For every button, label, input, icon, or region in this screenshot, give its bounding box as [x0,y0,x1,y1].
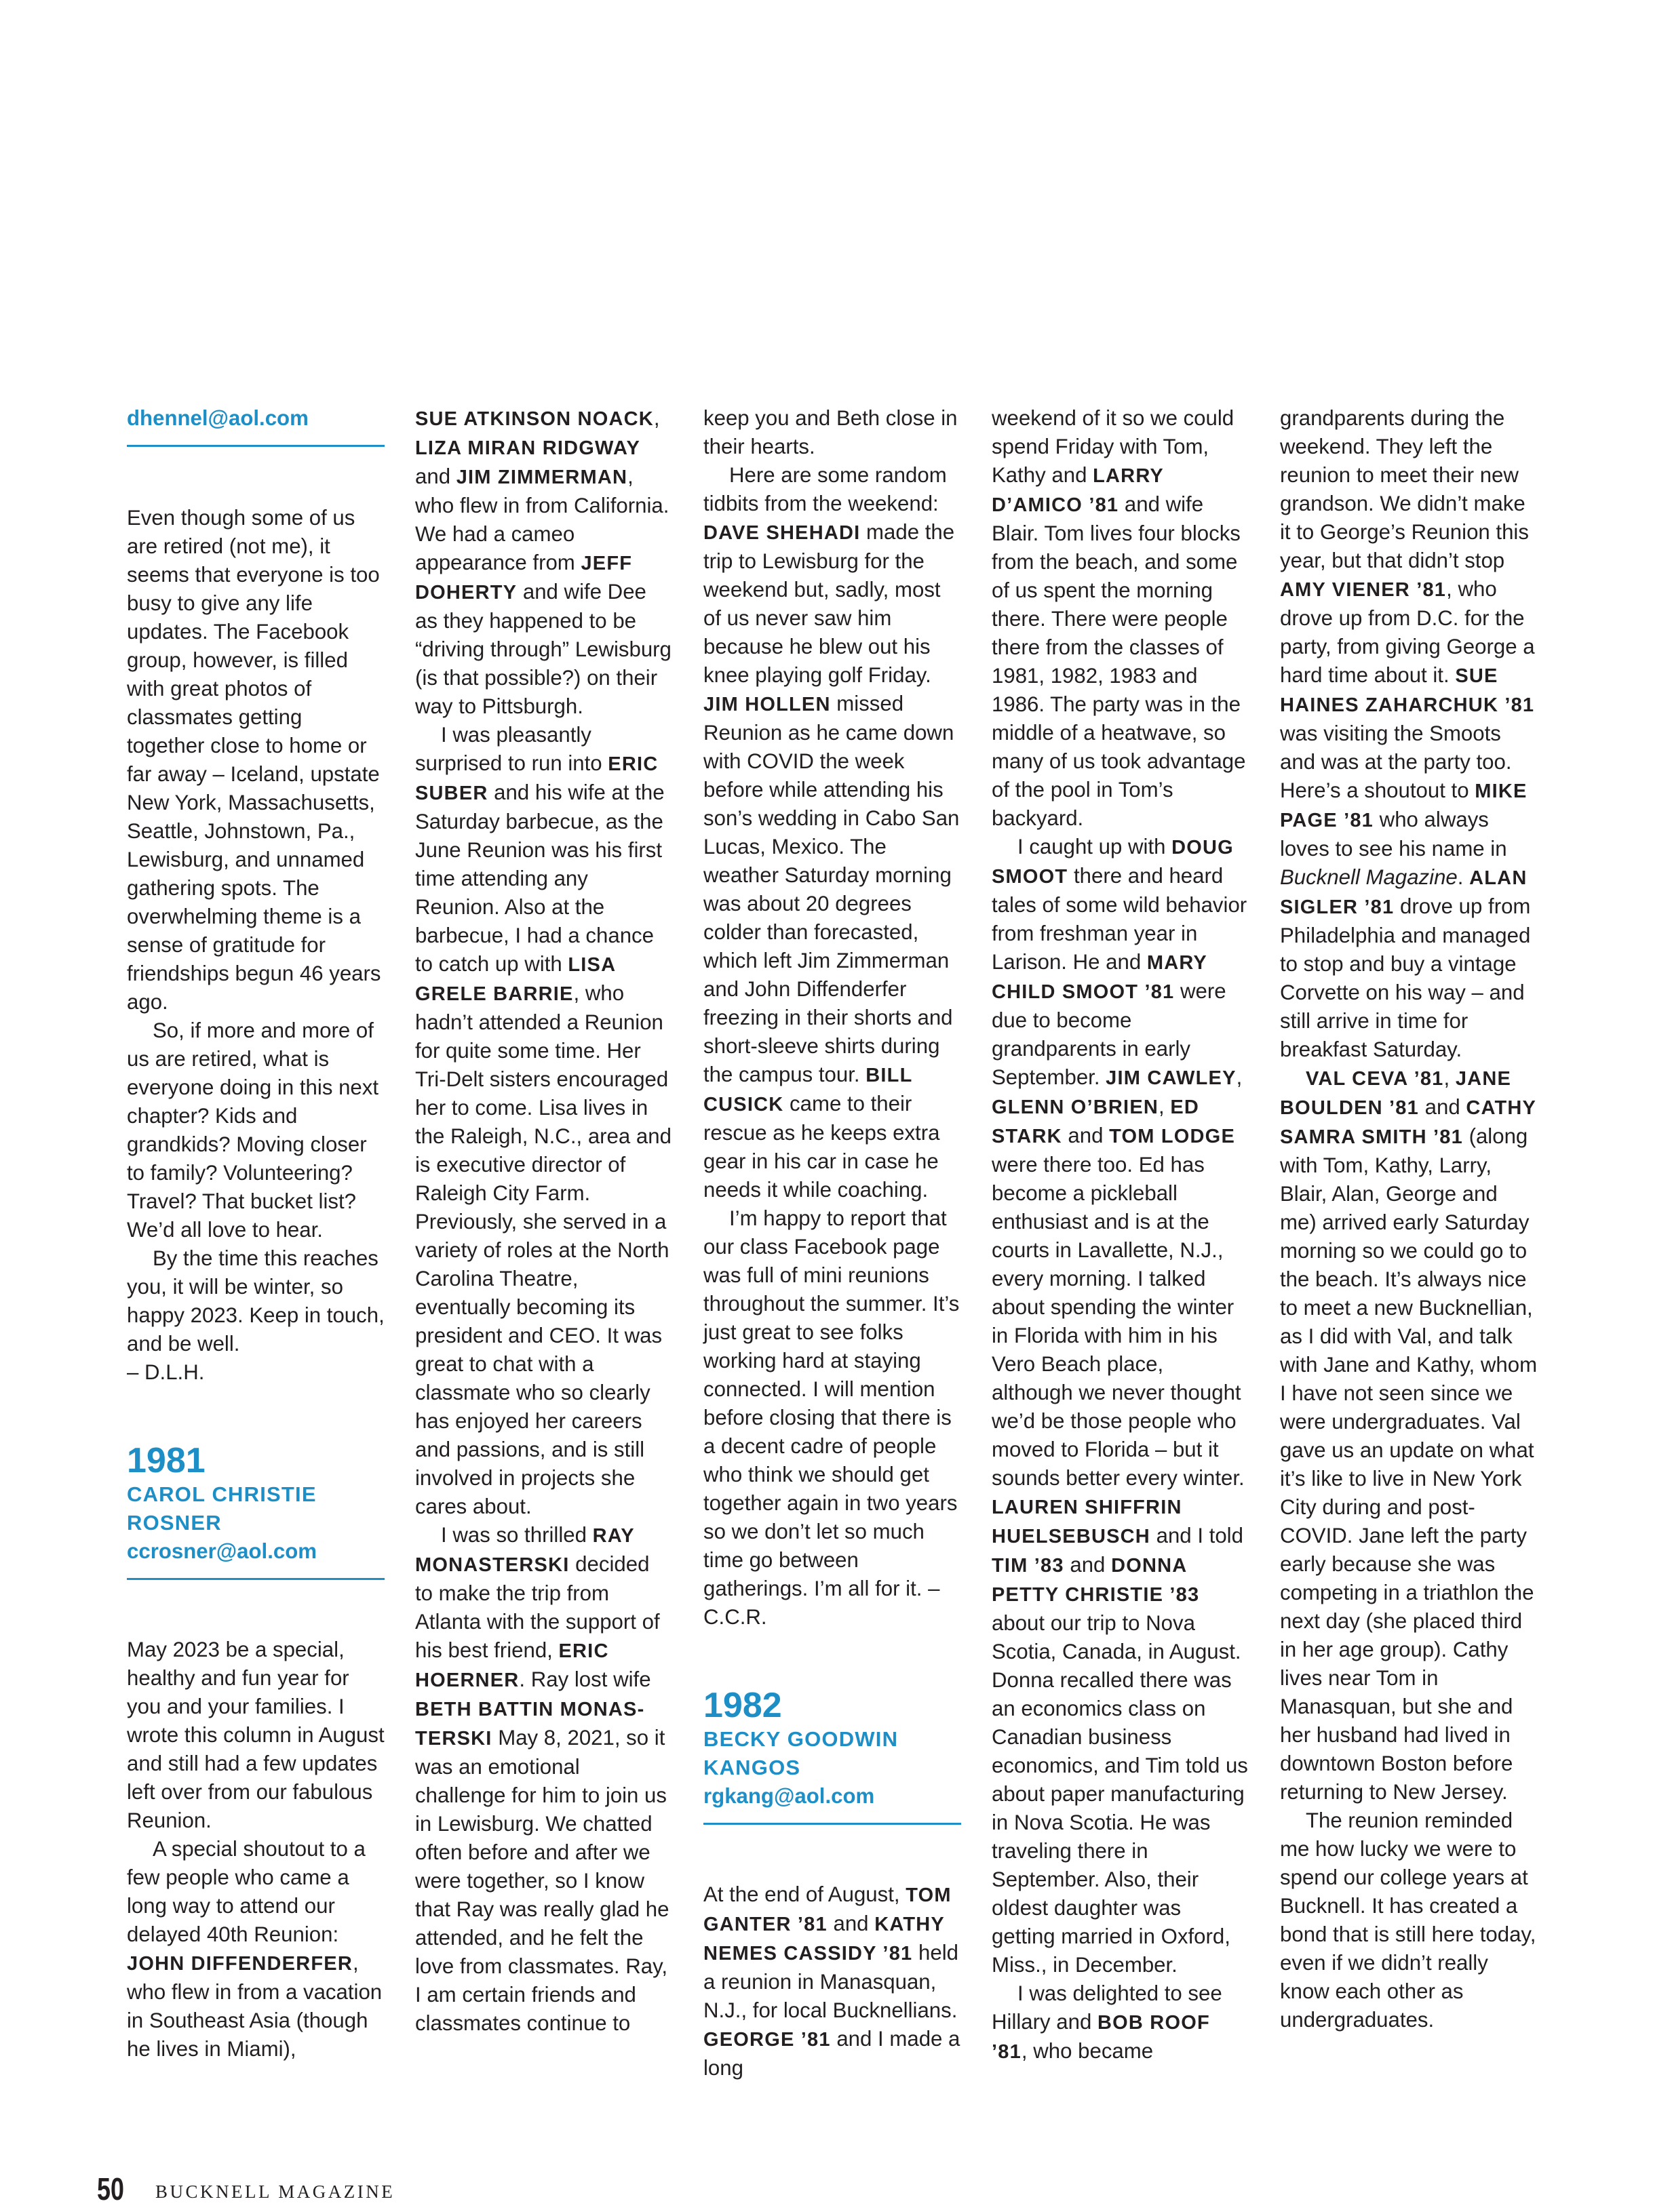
text: , who became [1021,2039,1154,2063]
class-year-heading: 1981 [127,1441,206,1480]
classmate-name: DONNA PETTY CHRISTIE ’83 [992,1555,1200,1606]
text: was visiting the Smoots and was at the party too. Here’s a shoutout to [1280,722,1512,802]
classmate-name: VAL CEVA ’81 [1306,1068,1444,1090]
classmate-name: BOB ROOF ’81 [992,2012,1210,2063]
column-4 [992,404,1249,2066]
paragraph [127,1835,385,2063]
text: were due to become grandparents in early September. [992,979,1226,1089]
classmate-name: RAY MONASTERSKI [415,1525,635,1576]
text: made the trip to Lewisburg for the weekend but, sadly, most of us never saw him because he blew out his knee playing golf Friday. [703,520,955,687]
classmate-name: ED STARK [992,1097,1200,1147]
text: I was delighted to see Hillary and [992,1981,1222,2034]
text: there and heard tales of some wild behavior from freshman year in Larison. He and [992,864,1247,974]
text: , who flew in from California. We had a cameo appearance from [415,465,669,574]
class-correspondent-name: BECKY GOODWIN KANGOS [703,1727,899,1779]
text: weekend of it so we could spend Friday with Tom, Kathy and [992,406,1234,487]
text: Here are some random tidbits from the weekend: [703,463,947,515]
classmate-name: GLENN O’BRIEN [992,1097,1159,1118]
correspondent-email-1982[interactable]: rgkang@aol.com [703,1784,875,1808]
classmate-name: MIKE PAGE ’81 [1280,781,1528,831]
text: and [1064,1553,1112,1577]
paragraph: Even though some of us are retired (not me), it seems that everyone is too busy to give any life updates. The Facebook group, however, is filled with great photos of classmates getting together close to home or far away – Iceland, upstate New York, Massachusetts, Seattle, Johnstown, Pa., Lewisburg, and unnamed gathering spots. The overwhelming theme is a sense of gratitude for friendships begun 46 years ago. [127,506,381,1014]
classmate-name: GEORGE ’81 [703,2029,831,2051]
classmate-name: DOUG SMOOT [992,837,1234,888]
column-3 [703,404,961,2082]
classmate-name: KATHY NEMES CASSIDY ’81 [703,1914,945,1964]
text: held a reunion in Manasquan, N.J., for local Bucknellians. [703,1941,958,2022]
classmate-name: CATHY SAMRA SMITH ’81 [1280,1097,1536,1148]
text: missed Reunion as he came down with COVID the week before while attending his son’s wedding in Cabo San Lucas, Mexico. The weather Saturday morning was about 20 degrees colder than forecasted, which left Jim Zimmerman and John Diffenderfer freezing in their shorts and short-sleeve shirts during the campus tour. [703,692,960,1086]
correspondent-email-1981[interactable]: ccrosner@aol.com [127,1539,317,1563]
paragraph: By the time this reaches you, it will be winter, so happy 2023. Keep in touch, and be well. [127,1246,385,1356]
text: and [1418,1095,1466,1119]
text: I was so thrilled [441,1523,593,1547]
paragraph [703,1880,961,2082]
text: decided to make the trip from Atlanta with the support of his best friend, [415,1552,660,1662]
paragraph [415,404,673,721]
text: about our trip to Nova Scotia, Canada, in August. Donna recalled there was an economics class on Canadian business economics, and Tim told us about paper manufacturing in Nova Scotia. He was traveling there in September. Also, their oldest daughter was getting married in Oxford, Miss., in December. [992,1611,1248,1977]
paragraph [1280,404,1538,1064]
column-2 [415,404,673,2038]
text: and [1062,1124,1110,1147]
classmate-name: LAUREN SHIFFRIN HUELSEBUSCH [992,1497,1182,1547]
paragraph [992,1979,1249,2066]
text: . Ray lost wife [519,1667,651,1691]
classmate-name: SUE HAINES ZAHARCHUK ’81 [1280,665,1535,716]
paragraph [1280,1064,1538,1806]
text: , [1236,1065,1243,1089]
text: , [653,406,660,430]
classmate-name: TOM LODGE [1109,1126,1235,1147]
text: I was pleasantly surprised to run into [415,723,608,775]
text: , [1443,1066,1456,1090]
column-1 [127,404,385,2063]
classmate-name: AMY VIENER ’81 [1280,579,1447,601]
text: and [415,465,456,488]
classmate-name: DAVE SHEHADI [703,522,861,544]
paragraph [992,404,1249,833]
text: A special shoutout to a few people who came a long way to attend our delayed 40th Reunion: [127,1837,366,1946]
classmate-name: JANE BOULDEN ’81 [1280,1068,1512,1119]
classmate-name: TOM GANTER ’81 [703,1884,952,1935]
text: came to their rescue as he keeps extra gear in his car in case he needs it while coaching. [703,1092,940,1202]
text: and wife Dee as they happened to be “driving through” Lewisburg (is that possible?) on their way to Pittsburgh. [415,580,672,718]
correspondent-email-1980[interactable]: dhennel@aol.com [127,406,309,430]
text: and [827,1912,875,1935]
paragraph: The reunion reminded me how lucky we were to spend our college years at Bucknell. It has created a bond that is still here today, even if we didn’t really know each other as undergraduates. [1280,1809,1536,2032]
classmate-name: TIM ’83 [992,1555,1064,1577]
paragraph: So, if more and more of us are retired, what is everyone doing in this next chapter? Kids and grandkids? Moving closer to family? Volunteering? Travel? That bucket list? We’d all love to hear. [127,1019,379,1242]
text: were there too. Ed has become a pickleball enthusiast and is at the courts in Lavallette, N.J., every morning. I talked about spending the winter in Florida with him in his Vero Beach place, although we never thought we’d be those people who moved to Florida – but it sounds better every winter. [992,1153,1245,1490]
text: , who hadn’t attended a Reunion for quite some time. Her Tri-Delt sisters encouraged her to come. Lisa lives in the Raleigh, N.C., area and is executive director of Raleigh City Farm. Previously, she served in a variety of roles at the North Carolina Theatre, eventually becoming its president and CEO. It was great to chat with a classmate who so clearly has enjoyed her careers and passions, and is still involved in projects she cares about. [415,981,672,1518]
paragraph: keep you and Beth close in their hearts. [703,406,958,458]
classmate-name: SUE ATKINSON NOACK [415,408,654,430]
text: and I told [1150,1524,1243,1547]
text: (along with Tom, Kathy, Larry, Blair, Alan, George and me) arrived early Saturday morning so we could go to the beach. It’s always nice to meet a new Bucknellian, as I did with Val, and talk with Jane and Kathy, whom I have not seen since we were undergraduates. Val gave us an update on what it’s like to live in New York City during and post-COVID. Jane left the party early because she was competing in a triathlon the next day (she placed third in her age group). Cathy lives near Tom in Manasquan, but she and her husband had lived in downtown Boston before returning to New Jersey. [1280,1124,1538,1804]
text: May 8, 2021, so it was an emotional challenge for him to join us in Lewisburg. We chatted often before and after we were together, so I know that Ray was really glad he attended, and he felt the love from classmates. Ray, I am certain friends and classmates continue to [415,1726,669,2035]
classmate-name: LARRY D’AMICO ’81 [992,465,1164,516]
classmate-name: LIZA MIRAN RIDGWAY [415,437,641,459]
text: and wife Blair. Tom lives four blocks from the beach, and some of us spent the morning there. There were people there from the classes of 1981, 1982, 1983 and 1986. The party was in the middle of a heatwave, so many of us took advantage of the pool in Tom’s backyard. [992,492,1246,830]
text: . [1457,865,1470,889]
classmate-name: JOHN DIFFENDERFER [127,1953,353,1975]
classmate-name: ERIC SUBER [415,753,659,804]
classmate-name: ERIC HOERNER [415,1640,609,1691]
text: , who flew in from a vacation in Southeast Asia (though he lives in Miami), [127,1951,383,2061]
class-correspondent-name: CAROL CHRISTIE ROSNER [127,1482,317,1535]
paragraph [992,833,1249,1979]
text: At the end of August, [703,1882,906,1906]
paragraph: May 2023 be a special, healthy and fun year for you and your families. I wrote this column in August and still had a few updates left over from our fabulous Reunion. [127,1638,385,1832]
text: , [1159,1094,1171,1118]
text: , who drove up from D.C. for the party, from giving George a hard time about it. [1280,577,1535,687]
column-5 [1280,404,1538,2034]
text: and I made a long [703,2027,960,2080]
text: and his wife at the Saturday barbecue, as the June Reunion was his first time attending any Reunion. Also at the barbecue, I had a chance to catch up with [415,781,665,976]
paragraph: I’m happy to report that our class Facebook page was full of mini reunions throughout the summer. It’s just great to see folks working hard at staying connected. I will mention before closing that there is a decent cadre of people who think we should get together again in two years so we don’t let so much time go between gatherings. I’m all for it. – C.C.R. [703,1206,960,1629]
class-year-heading: 1982 [703,1686,782,1725]
classmate-name: ALAN SIGLER ’81 [1280,867,1528,918]
classmate-name: LISA GRELE BARRIE [415,954,616,1005]
classmate-name: JIM HOLLEN [703,694,831,715]
classmate-name: JEFF DOHERTY [415,553,633,604]
text: who always loves to see his name in [1280,808,1507,861]
classmate-name: MARY CHILD SMOOT ’81 [992,952,1207,1003]
classmate-name: BILL CUSICK [703,1065,912,1115]
paragraph [415,721,673,1521]
page-number: 50 [97,2171,124,2207]
publication-title: Bucknell Magazine [1280,865,1458,889]
classmate-name: BETH BATTIN MONASTERSKI [415,1699,644,1750]
text: I caught up with [1017,835,1172,858]
signature: – D.L.H. [127,1360,205,1384]
text: grandparents during the weekend. They left the reunion to meet their new grandson. We didn’t make it to George’s Reunion this year, but that didn’t stop [1280,406,1529,572]
magazine-name: BUCKNELL MAGAZINE [155,2181,395,2202]
text: drove up from Philadelphia and managed to stop and buy a vintage Corvette on his way – and still arrive in time for breakfast Saturday. [1280,894,1531,1061]
classmate-name: JIM ZIMMERMAN [456,467,628,488]
paragraph [703,461,961,1204]
classmate-name: JIM CAWLEY [1106,1067,1237,1089]
paragraph [415,1521,673,2038]
